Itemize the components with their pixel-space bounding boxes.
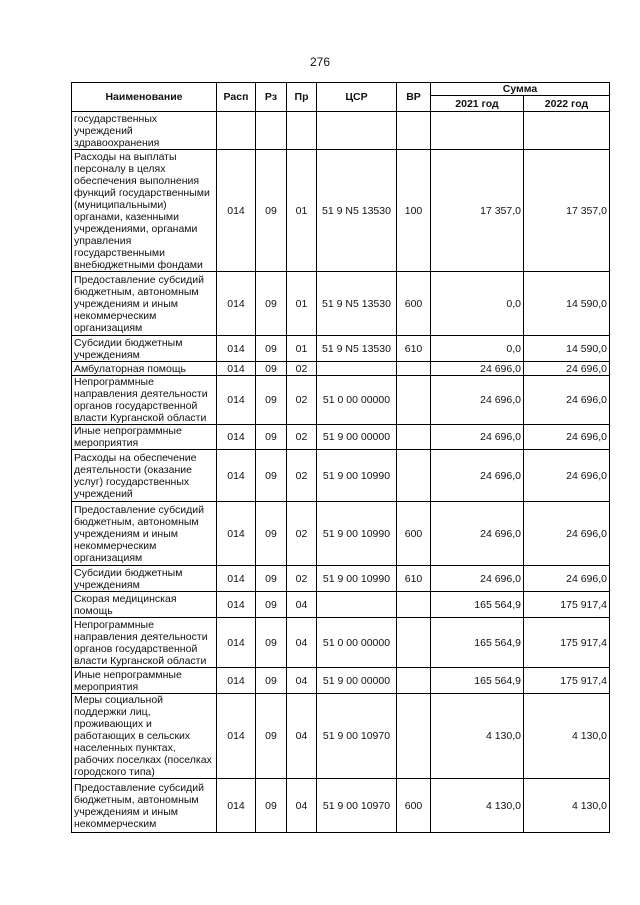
header-sum: Сумма <box>431 83 610 96</box>
header-csr: ЦСР <box>317 83 397 112</box>
cell-rz: 09 <box>256 694 287 779</box>
table-row <box>72 112 610 150</box>
cell-rz: 09 <box>256 425 287 450</box>
cell-name: Непрограммные направления деятельности органов государственной власти Курганской области <box>72 618 217 668</box>
cell-2022: 14 590,0 <box>524 336 610 362</box>
cell-2022: 4 130,0 <box>524 694 610 779</box>
cell-2021: 0,0 <box>431 336 524 362</box>
cell-2021: 4 130,0 <box>431 779 524 833</box>
cell-rz <box>256 112 287 150</box>
cell-csr: 51 9 00 00000 <box>317 425 397 450</box>
table-row <box>72 450 610 502</box>
cell-pr <box>287 112 317 150</box>
cell-name: Предоставление субсидий бюджетным, автономным учреждениям и иным некоммерческим <box>72 779 217 833</box>
cell-vr <box>397 376 431 425</box>
cell-pr: 01 <box>287 336 317 362</box>
cell-2021: 17 357,0 <box>431 150 524 272</box>
cell-name: Иные непрограммные мероприятия <box>72 668 217 694</box>
cell-2022: 24 696,0 <box>524 362 610 376</box>
cell-rz: 09 <box>256 376 287 425</box>
cell-csr <box>317 362 397 376</box>
cell-pr: 04 <box>287 694 317 779</box>
cell-2022: 24 696,0 <box>524 566 610 592</box>
cell-2022: 175 917,4 <box>524 618 610 668</box>
table-row <box>72 502 610 566</box>
cell-vr <box>397 668 431 694</box>
cell-2021: 24 696,0 <box>431 362 524 376</box>
table-row <box>72 566 610 592</box>
cell-rz: 09 <box>256 272 287 336</box>
cell-rasp: 014 <box>217 618 256 668</box>
cell-name: Расходы на выплаты персоналу в целях обеспечения выполнения функций государственными (муниципальными) органами, казенными учреждениями, органами управления государственными внебюджетными фондами <box>72 150 217 272</box>
cell-pr: 04 <box>287 618 317 668</box>
cell-pr: 02 <box>287 450 317 502</box>
header-pr: Пр <box>287 83 317 112</box>
header-rz: Рз <box>256 83 287 112</box>
cell-2022: 4 130,0 <box>524 779 610 833</box>
cell-csr: 51 9 N5 13530 <box>317 336 397 362</box>
cell-csr: 51 9 00 10970 <box>317 779 397 833</box>
cell-2022: 24 696,0 <box>524 450 610 502</box>
cell-2021: 0,0 <box>431 272 524 336</box>
cell-name: Непрограммные направления деятельности органов государственной власти Курганской области <box>72 376 217 425</box>
cell-name: Предоставление субсидий бюджетным, автономным учреждениям и иным некоммерческим организациям <box>72 272 217 336</box>
cell-csr: 51 0 00 00000 <box>317 376 397 425</box>
cell-pr: 01 <box>287 150 317 272</box>
cell-pr: 02 <box>287 502 317 566</box>
cell-name: Иные непрограммные мероприятия <box>72 425 217 450</box>
cell-pr: 02 <box>287 376 317 425</box>
table-row <box>72 425 610 450</box>
cell-2022: 14 590,0 <box>524 272 610 336</box>
cell-pr: 02 <box>287 425 317 450</box>
cell-csr: 51 9 N5 13530 <box>317 150 397 272</box>
cell-rz: 09 <box>256 668 287 694</box>
cell-rasp <box>217 112 256 150</box>
cell-rz: 09 <box>256 450 287 502</box>
header-rasp: Расп <box>217 83 256 112</box>
table-body <box>72 112 610 833</box>
cell-2021: 24 696,0 <box>431 450 524 502</box>
cell-vr <box>397 362 431 376</box>
cell-vr <box>397 694 431 779</box>
table-row <box>72 336 610 362</box>
cell-csr: 51 9 00 10970 <box>317 694 397 779</box>
cell-csr: 51 9 00 10990 <box>317 450 397 502</box>
cell-2021: 4 130,0 <box>431 694 524 779</box>
cell-2022: 24 696,0 <box>524 425 610 450</box>
cell-2021: 165 564,9 <box>431 668 524 694</box>
cell-rz: 09 <box>256 566 287 592</box>
cell-2022: 24 696,0 <box>524 376 610 425</box>
cell-name: Меры социальной поддержки лиц, проживающих и работающих в сельских населенных пунктах, рабочих поселках (поселках городского типа) <box>72 694 217 779</box>
budget-table <box>71 82 610 833</box>
table-row <box>72 150 610 272</box>
table-row <box>72 618 610 668</box>
header-vr: ВР <box>397 83 431 112</box>
cell-rz: 09 <box>256 779 287 833</box>
cell-rz: 09 <box>256 362 287 376</box>
cell-vr: 610 <box>397 566 431 592</box>
cell-name: Субсидии бюджетным учреждениям <box>72 566 217 592</box>
cell-rz: 09 <box>256 592 287 618</box>
cell-2022: 175 917,4 <box>524 592 610 618</box>
table-row <box>72 779 610 833</box>
cell-csr: 51 9 N5 13530 <box>317 272 397 336</box>
cell-rasp: 014 <box>217 376 256 425</box>
cell-rasp: 014 <box>217 502 256 566</box>
cell-2021: 24 696,0 <box>431 425 524 450</box>
cell-csr <box>317 592 397 618</box>
cell-csr: 51 9 00 10990 <box>317 566 397 592</box>
cell-vr: 600 <box>397 502 431 566</box>
table-row <box>72 362 610 376</box>
table-row <box>72 376 610 425</box>
cell-rasp: 014 <box>217 566 256 592</box>
cell-name: государственных учреждений здравоохранения <box>72 112 217 150</box>
cell-rz: 09 <box>256 150 287 272</box>
cell-vr <box>397 112 431 150</box>
cell-rasp: 014 <box>217 694 256 779</box>
cell-csr: 51 9 00 10990 <box>317 502 397 566</box>
cell-pr: 02 <box>287 566 317 592</box>
header-2022: 2022 год <box>524 96 610 112</box>
cell-vr <box>397 450 431 502</box>
cell-rasp: 014 <box>217 272 256 336</box>
cell-name: Амбулаторная помощь <box>72 362 217 376</box>
cell-name: Скорая медицинская помощь <box>72 592 217 618</box>
cell-vr: 600 <box>397 779 431 833</box>
cell-rasp: 014 <box>217 592 256 618</box>
cell-vr: 100 <box>397 150 431 272</box>
cell-name: Предоставление субсидий бюджетным, автономным учреждениям и иным некоммерческим организациям <box>72 502 217 566</box>
cell-rasp: 014 <box>217 336 256 362</box>
cell-csr <box>317 112 397 150</box>
cell-pr: 02 <box>287 362 317 376</box>
cell-2021: 165 564,9 <box>431 592 524 618</box>
cell-2021: 165 564,9 <box>431 618 524 668</box>
cell-rz: 09 <box>256 502 287 566</box>
cell-vr <box>397 425 431 450</box>
cell-2022: 24 696,0 <box>524 502 610 566</box>
table-row <box>72 592 610 618</box>
table-row <box>72 694 610 779</box>
cell-2022: 17 357,0 <box>524 150 610 272</box>
cell-2022: 175 917,4 <box>524 668 610 694</box>
cell-pr: 01 <box>287 272 317 336</box>
cell-2022 <box>524 112 610 150</box>
cell-2021: 24 696,0 <box>431 566 524 592</box>
cell-rz: 09 <box>256 618 287 668</box>
page-number: 276 <box>309 55 331 69</box>
cell-2021 <box>431 112 524 150</box>
cell-vr <box>397 618 431 668</box>
cell-rasp: 014 <box>217 425 256 450</box>
table-row <box>72 668 610 694</box>
header-2021: 2021 год <box>431 96 524 112</box>
cell-vr: 600 <box>397 272 431 336</box>
cell-vr <box>397 592 431 618</box>
cell-rasp: 014 <box>217 779 256 833</box>
cell-rasp: 014 <box>217 362 256 376</box>
cell-pr: 04 <box>287 668 317 694</box>
cell-pr: 04 <box>287 592 317 618</box>
header-name: Наименование <box>72 83 217 112</box>
cell-2021: 24 696,0 <box>431 502 524 566</box>
cell-pr: 04 <box>287 779 317 833</box>
cell-2021: 24 696,0 <box>431 376 524 425</box>
cell-rasp: 014 <box>217 668 256 694</box>
cell-csr: 51 0 00 00000 <box>317 618 397 668</box>
table-row <box>72 272 610 336</box>
cell-name: Субсидии бюджетным учреждениям <box>72 336 217 362</box>
cell-rz: 09 <box>256 336 287 362</box>
cell-rasp: 014 <box>217 450 256 502</box>
cell-vr: 610 <box>397 336 431 362</box>
cell-csr: 51 9 00 00000 <box>317 668 397 694</box>
cell-name: Расходы на обеспечение деятельности (оказание услуг) государственных учреждений <box>72 450 217 502</box>
cell-rasp: 014 <box>217 150 256 272</box>
